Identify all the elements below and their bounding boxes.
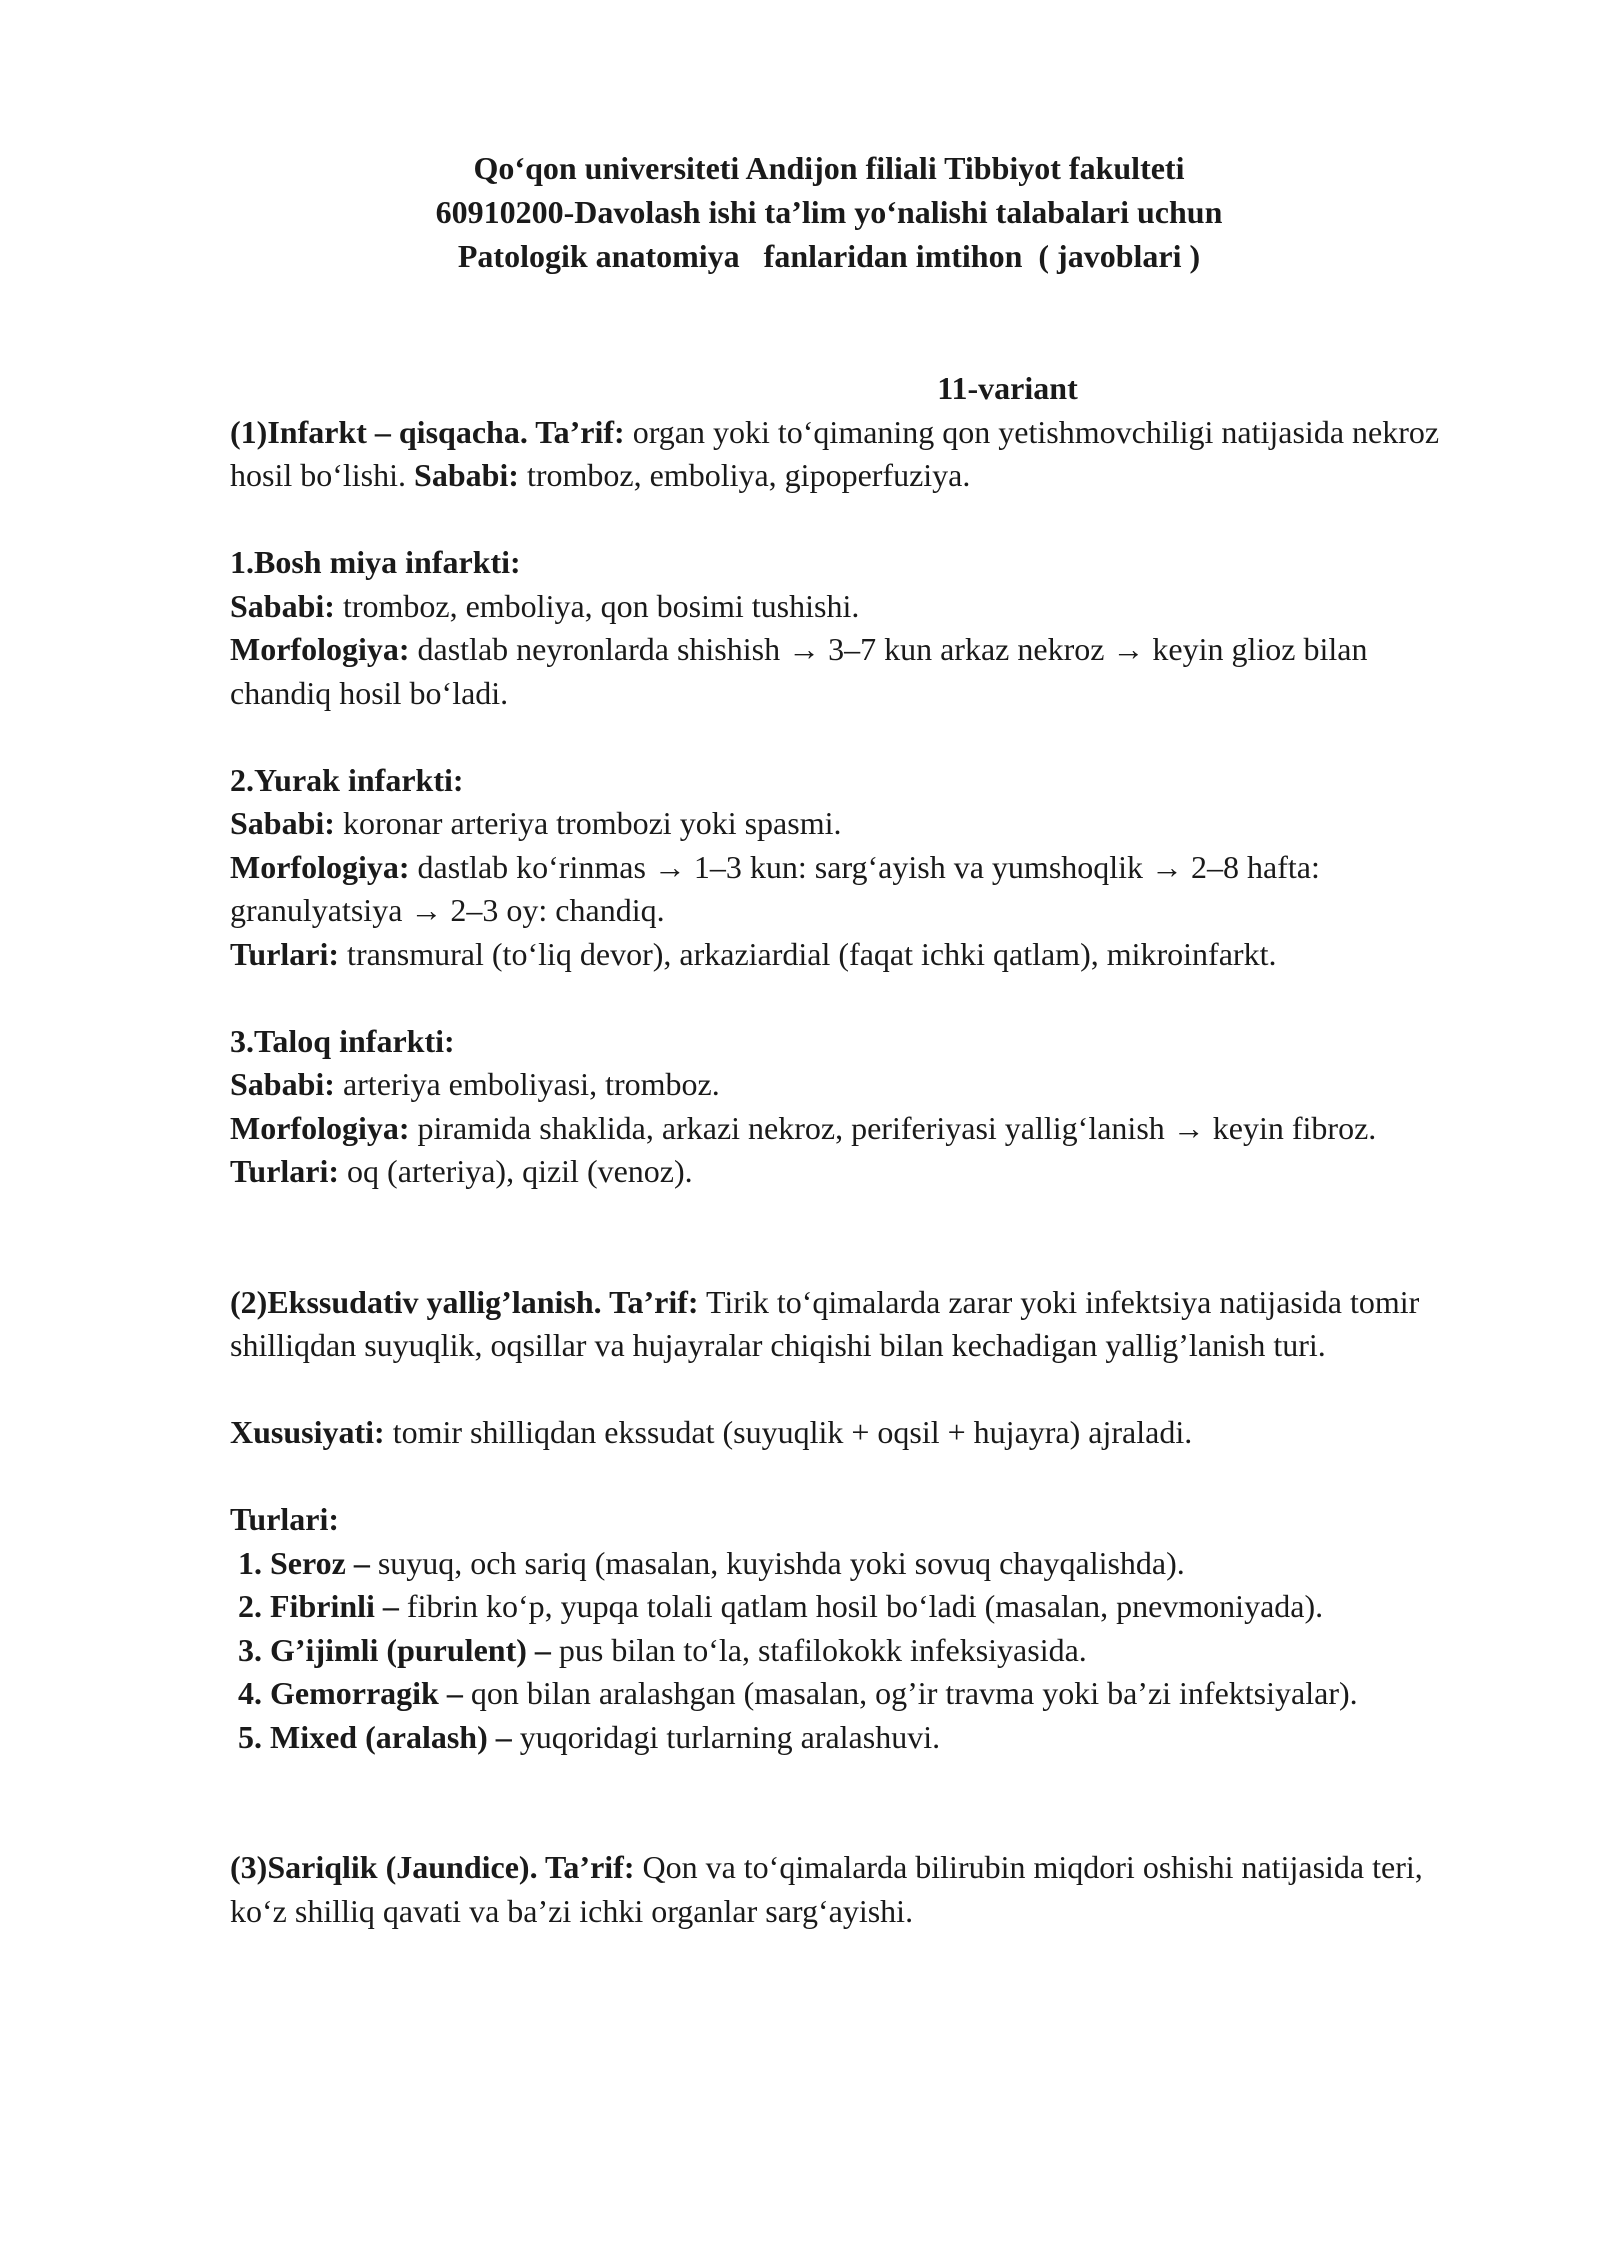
cause-label: Sababi: — [230, 1066, 335, 1102]
q2-types-list — [230, 1542, 1440, 1760]
q1-title: (1)Infarkt – qisqacha. Ta’rif: — [230, 413, 625, 450]
header-line-1: Qo‘qon universiteti Andijon filiali Tibbiyot fakulteti — [473, 150, 1185, 186]
q3-title: (3)Sariqlik (Jaundice). Ta’rif: — [230, 1849, 635, 1885]
q1-section-spleen — [230, 1020, 1440, 1194]
feature-text: tomir shilliqdan ekssudat (suyuqlik + oqsil + hujayra) ajraladi. — [384, 1414, 1193, 1450]
list-item-text: pus bilan to‘la, stafilokokk infeksiyasida. — [550, 1631, 1087, 1668]
cause-text: koronar arteriya trombozi yoki spasmi. — [334, 805, 842, 841]
document-header — [218, 146, 1440, 278]
list-item-text: suyuq, och sariq (masalan, kuyishda yoki sovuq chayqalishda). — [369, 1544, 1185, 1581]
list-item — [230, 1542, 1440, 1586]
variant-title: 11-variant — [937, 370, 1078, 406]
question-2 — [230, 1281, 1440, 1760]
list-item-label: 1. Seroz – — [238, 1544, 370, 1581]
cause-label: Sababi: — [230, 587, 335, 624]
types-text: transmural (to‘liq devor), arkaziardial (faqat ichki qatlam), mikroinfarkt. — [339, 935, 1277, 972]
list-item-text: yuqoridagi turlarning aralashuvi. — [511, 1718, 941, 1755]
feature-label: Xususiyati: — [230, 1414, 385, 1450]
question-3 — [230, 1846, 1440, 1933]
section-heading: 3.Taloq infarkti: — [230, 1022, 455, 1059]
q2-feature — [230, 1411, 1440, 1455]
types-text: oq (arteriya), qizil (venoz). — [339, 1153, 693, 1189]
section-heading: 1.Bosh miya infarkti: — [230, 544, 521, 580]
list-item-label: 4. Gemorragik – — [238, 1675, 463, 1711]
list-item — [230, 1585, 1440, 1629]
types-label: Turlari: — [230, 935, 340, 972]
q1-cause-label: Sababi: — [414, 457, 519, 493]
morphology-label: Morfologiya: — [230, 848, 410, 885]
morphology-text: dastlab neyronlarda shishish → 3–7 kun arkaz nekroz → keyin glioz bilan chandiq hosil bo‘ladi. — [230, 631, 1368, 711]
list-item-label: 2. Fibrinli – — [238, 1588, 399, 1624]
list-item — [230, 1629, 1440, 1673]
section-heading: 2.Yurak infarkti: — [230, 761, 464, 798]
header-line-3: Patologik anatomiya fanlaridan imtihon ( javoblari ) — [457, 238, 1201, 274]
types-label: Turlari: — [230, 1153, 340, 1189]
cause-text: tromboz, emboliya, qon bosimi tushishi. — [334, 587, 860, 624]
list-item-label: 5. Mixed (aralash) – — [238, 1718, 512, 1755]
q3-intro — [230, 1846, 1440, 1933]
q2-definition: Tirik to‘qimalarda zarar yoki infektsiya natijasida tomir shilliqdan suyuqlik, oqsillar va hujayralar chiqishi bilan kechadigan yallig’lanish turi. — [230, 1283, 1420, 1363]
morphology-text: dastlab ko‘rinmas → 1–3 kun: sarg‘ayish va yumshoqlik → 2–8 hafta: granulyatsiya → 2–3 oy: chandiq. — [230, 848, 1320, 928]
q2-intro — [230, 1281, 1440, 1368]
q1-definition: organ yoki to‘qimaning qon yetishmovchiligi natijasida nekroz hosil bo‘lishi. — [230, 413, 1440, 493]
cause-label: Sababi: — [230, 805, 335, 841]
list-item-text: fibrin ko‘p, yupqa tolali qatlam hosil bo‘ladi (masalan, pnevmoniyada). — [398, 1588, 1324, 1624]
q1-section-brain — [230, 541, 1440, 715]
morphology-label: Morfologiya: — [230, 631, 410, 667]
question-1 — [230, 411, 1440, 1194]
q2-types-label: Turlari: — [230, 1501, 340, 1537]
list-item-text: qon bilan aralashgan (masalan, og’ir travma yoki ba’zi infektsiyalar). — [462, 1675, 1358, 1711]
list-item-label: 3. G’ijimli (purulent) – — [238, 1631, 551, 1668]
q1-cause: tromboz, emboliya, gipoperfuziya. — [518, 457, 971, 493]
cause-text: arteriya emboliyasi, tromboz. — [334, 1066, 720, 1102]
morphology-label: Morfologiya: — [230, 1109, 410, 1146]
q2-title: (2)Ekssudativ yallig’lanish. Ta’rif: — [230, 1283, 699, 1320]
header-line-2: 60910200-Davolash ishi ta’lim yo‘nalishi talabalari uchun — [435, 194, 1223, 230]
q1-intro — [230, 411, 1440, 498]
morphology-text: piramida shaklida, arkazi nekroz, periferiyasi yallig‘lanish → keyin fibroz. — [409, 1109, 1377, 1146]
q3-definition: Qon va to‘qimalarda bilirubin miqdori oshishi natijasida teri, ko‘z shilliq qavati va ba’zi ichki organlar sarg‘ayishi. — [230, 1849, 1423, 1929]
list-item — [230, 1672, 1440, 1716]
list-item — [230, 1716, 1440, 1760]
q1-section-heart — [230, 759, 1440, 977]
